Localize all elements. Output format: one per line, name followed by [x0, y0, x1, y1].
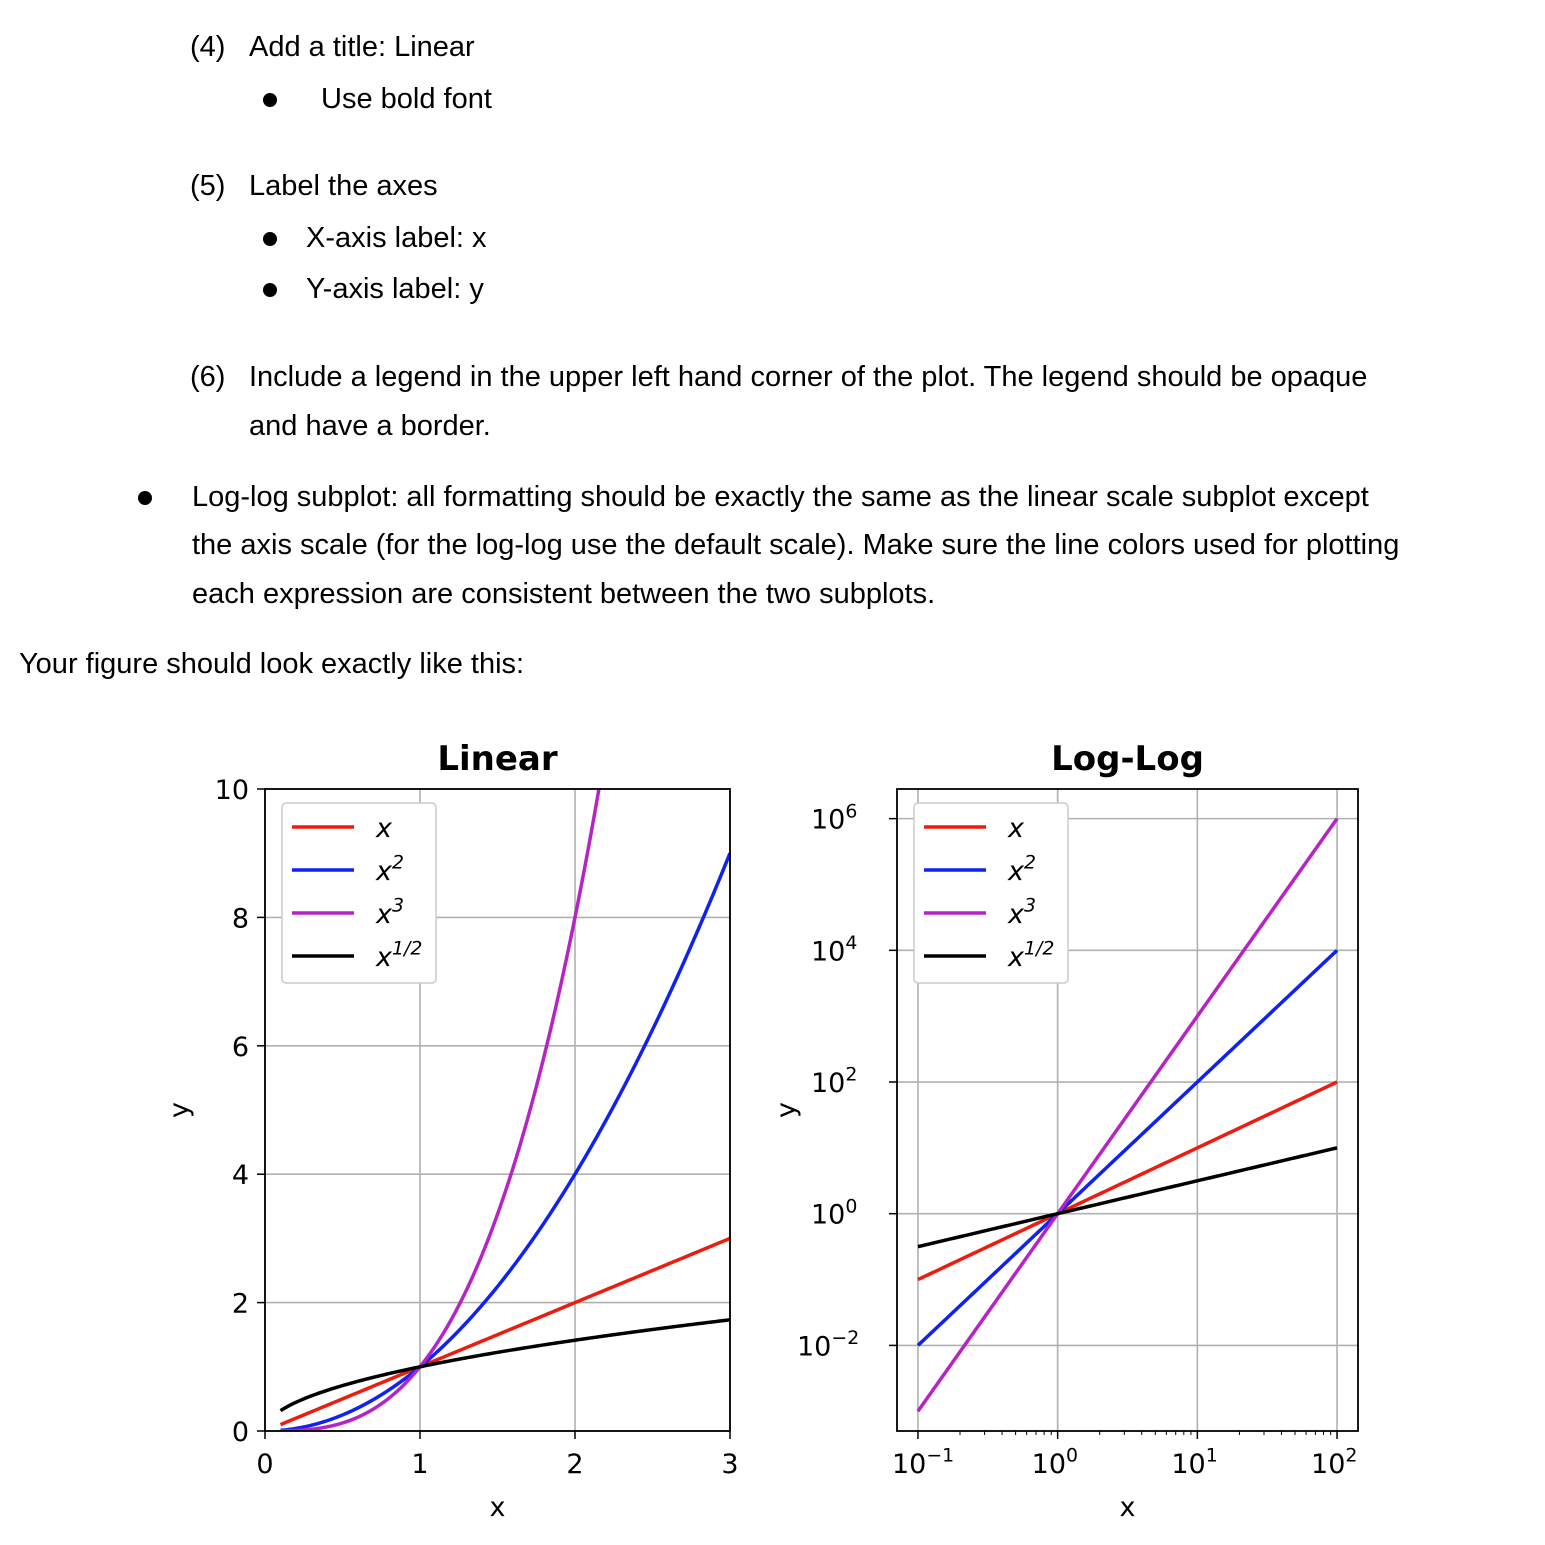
step4-bullet-1: Use bold font: [321, 83, 492, 115]
loglog-line-3: each expression are consistent between the two subplots.: [192, 578, 936, 610]
tick-label-y-4: 8: [231, 903, 249, 935]
legend-label-1-base: x: [376, 856, 392, 887]
legend-label-2-exp: 3: [391, 894, 405, 917]
legend-label-1-exp: 2: [1023, 851, 1037, 874]
tick-label-x-1: [1032, 1445, 1078, 1480]
legend-label-0: [1007, 813, 1025, 844]
legend-label-3-base: x: [1008, 942, 1024, 973]
step5-number: (5): [190, 170, 226, 202]
tick-label-x-2-exp: 1: [1205, 1444, 1218, 1467]
loglog-chart: [771, 739, 1358, 1523]
y-axis-label: y: [164, 1102, 195, 1118]
tick-label-x-0: 0: [256, 1449, 274, 1480]
legend-label-0-base: x: [376, 813, 392, 844]
tick-label-y-3: [811, 932, 857, 967]
tick-label-y-0-exp: −2: [831, 1327, 860, 1350]
tick-label-y-1: 2: [231, 1288, 249, 1320]
tick-label-y-2: [811, 1064, 857, 1099]
step5-bullet-1: X-axis label: x: [306, 222, 487, 254]
x-axis-label: x: [1119, 1492, 1136, 1523]
step6-line-1: Include a legend in the upper left hand corner of the plot. The legend should be opaque: [249, 361, 1368, 393]
linear-chart: [164, 720, 739, 1523]
closing-line: Your figure should look exactly like this:: [19, 648, 525, 680]
tick-label-y-0: 0: [231, 1417, 249, 1448]
figure: [0, 720, 1545, 1540]
tick-label-x-2: [1171, 1445, 1217, 1480]
tick-label-x-2-base: 10: [1171, 1449, 1206, 1480]
loglog-line-1: Log-log subplot: all formatting should be exactly the same as the linear scale subplot except: [192, 481, 1369, 513]
tick-label-x-3: 3: [721, 1449, 739, 1480]
loglog-line-2: the axis scale (for the log-log use the default scale). Make sure the line colors used for plotting: [192, 529, 1400, 561]
tick-label-y-1-exp: 0: [845, 1195, 858, 1218]
tick-label-y-4-base: 10: [811, 804, 846, 836]
legend-label-1-base: x: [1008, 856, 1024, 887]
step6-line-2: and have a border.: [249, 410, 491, 442]
tick-label-y-5: 10: [214, 775, 249, 806]
bullet-dot: [263, 93, 277, 107]
step4-text: Add a title: Linear: [249, 31, 475, 63]
chart-title: Log-Log: [1051, 739, 1204, 779]
y-axis-label: y: [771, 1102, 802, 1118]
tick-label-y-4: [811, 800, 857, 835]
tick-label-x-1: 1: [411, 1449, 429, 1480]
series-line-0: [281, 1238, 731, 1424]
x-axis-label: x: [489, 1492, 506, 1523]
series-line-1: [918, 950, 1337, 1345]
tick-label-y-4-exp: 6: [845, 800, 858, 823]
step5-text: Label the axes: [249, 170, 438, 202]
tick-label-x-1-base: 10: [1031, 1449, 1067, 1480]
step5-bullet-2: Y-axis label: y: [306, 273, 484, 305]
tick-label-y-2-base: 10: [811, 1068, 846, 1100]
legend-label-2-exp: 3: [1023, 894, 1037, 917]
chart-title: Linear: [437, 739, 558, 779]
legend-label-1-exp: 2: [391, 851, 405, 874]
legend-label-2-base: x: [376, 899, 392, 930]
series-line-0: [918, 1082, 1337, 1280]
tick-label-x-3: [1311, 1445, 1357, 1480]
legend-label-0: [375, 813, 393, 844]
legend-label-3-exp: 1/2: [391, 937, 423, 960]
tick-label-x-3-exp: 2: [1345, 1444, 1358, 1467]
tick-label-y-3-exp: 4: [845, 931, 858, 954]
legend-label-0-base: x: [1008, 813, 1024, 844]
tick-label-x-1-exp: 0: [1066, 1444, 1079, 1467]
bullet-dot: [263, 232, 277, 246]
bullet-dot: [138, 491, 152, 505]
tick-label-y-1-base: 10: [811, 1199, 846, 1231]
legend: [914, 803, 1068, 983]
legend-label-2-base: x: [1008, 899, 1024, 930]
tick-label-x-0-exp: −1: [926, 1444, 955, 1467]
tick-label-x-3-base: 10: [1311, 1449, 1346, 1480]
tick-label-y-0: [797, 1327, 859, 1362]
legend: [282, 803, 436, 983]
tick-label-x-0: [892, 1445, 954, 1480]
tick-label-x-0-base: 10: [891, 1449, 927, 1480]
tick-label-y-3: 6: [231, 1031, 249, 1063]
tick-label-x-2: 2: [566, 1449, 584, 1480]
tick-label-y-0-base: 10: [797, 1331, 832, 1363]
legend-label-3-base: x: [376, 942, 392, 973]
tick-label-y-2-exp: 2: [845, 1063, 858, 1086]
legend-label-3-exp: 1/2: [1023, 937, 1055, 960]
tick-label-y-3-base: 10: [811, 936, 846, 968]
tick-label-y-2: 4: [231, 1160, 249, 1192]
tick-label-y-1: [811, 1195, 857, 1230]
series-line-3: [918, 1148, 1337, 1247]
step4-number: (4): [190, 31, 226, 63]
bullet-dot: [263, 283, 277, 297]
step6-number: (6): [190, 361, 226, 393]
